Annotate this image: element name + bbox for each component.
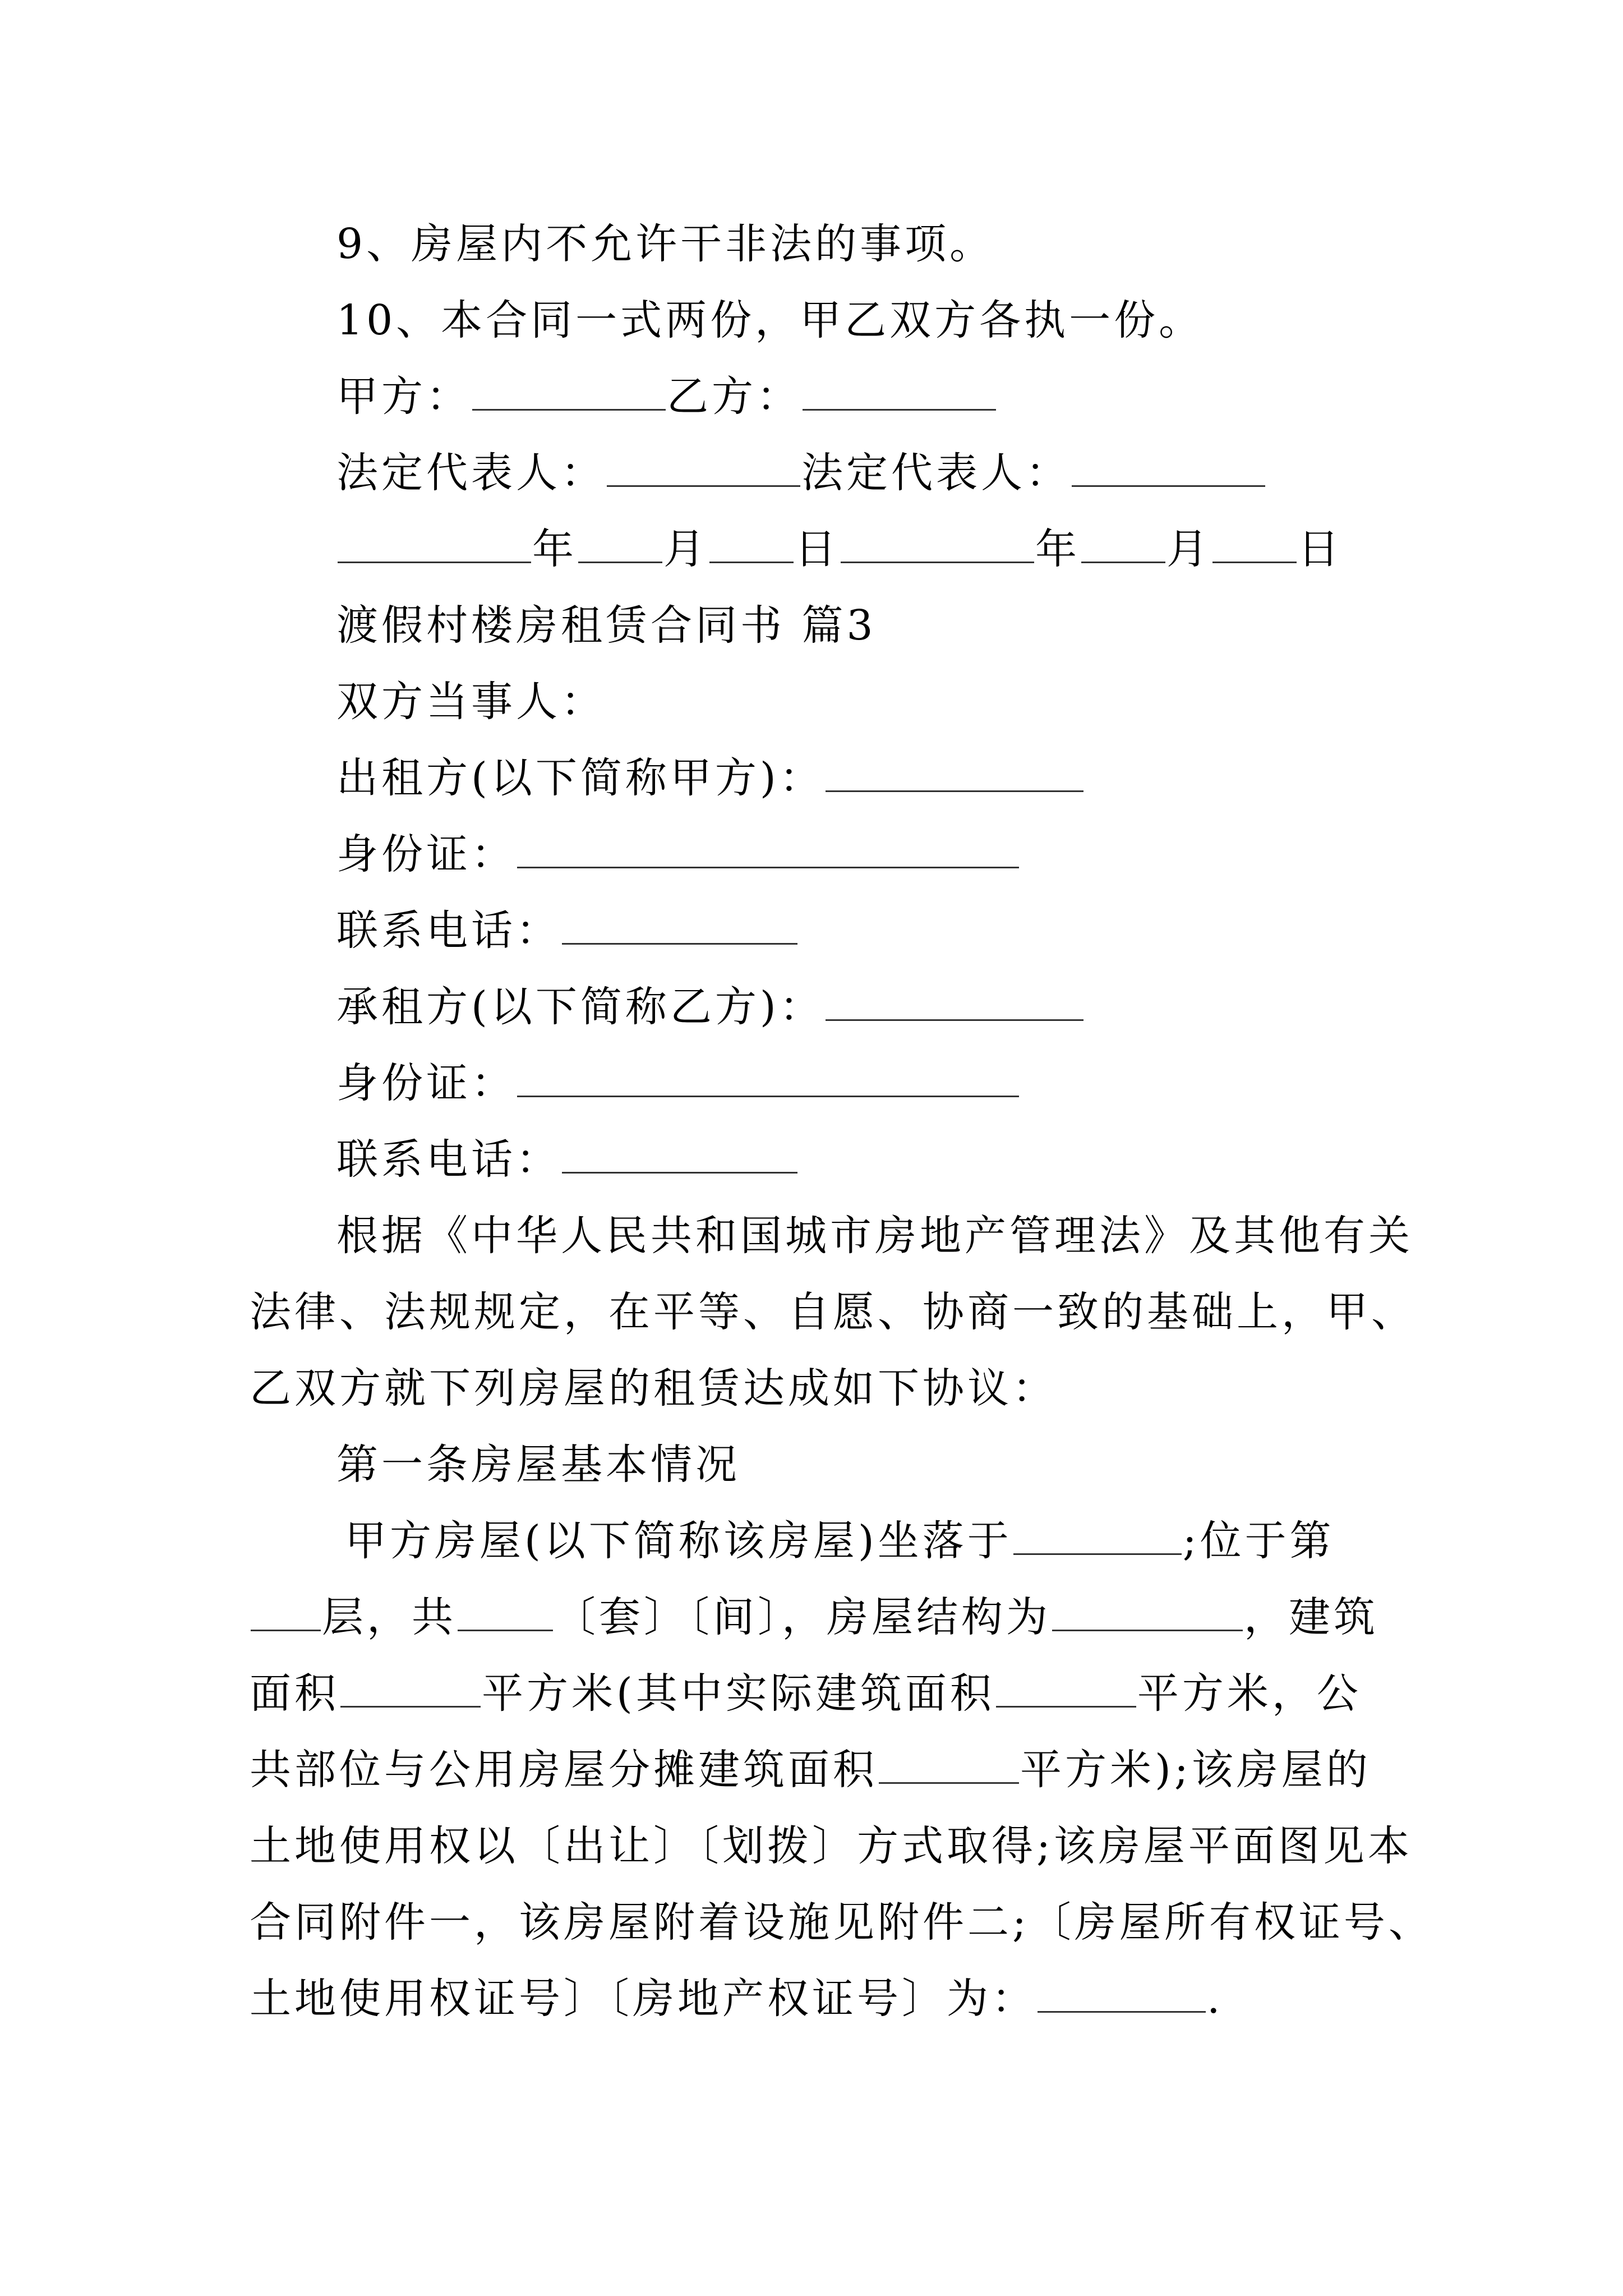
lessor-phone-line — [336, 907, 799, 955]
lessee-id-line — [336, 1059, 1020, 1107]
day-a-blank — [709, 557, 794, 563]
lessor-id-label: 身份证： — [336, 830, 516, 878]
year-b-blank — [841, 557, 1034, 563]
certificate-label: 土地使用权证号〕〔房地产权证号〕为： — [250, 1975, 1036, 2023]
lessor-id-line — [336, 830, 1020, 878]
certificate-end: . — [1207, 1975, 1224, 2023]
structure-label: 〔套〕〔间〕，房屋结构为 — [554, 1593, 1051, 1641]
preamble-line-1: 根据《中华人民共和国城市房地产管理法》及其他有关 — [336, 1212, 1413, 1260]
year-b-label: 年 — [1035, 525, 1080, 573]
area-label: 面积 — [250, 1669, 339, 1718]
lessor-phone-label: 联系电话： — [336, 907, 561, 955]
lessee-id-blank — [517, 1091, 1019, 1097]
section-title: 渡假村楼房租赁合同书 篇3 — [336, 601, 877, 650]
day-b-label: 日 — [1298, 525, 1343, 573]
total-label: 层，共 — [322, 1593, 457, 1641]
lessee-phone-label: 联系电话： — [336, 1135, 561, 1184]
month-b-label: 月 — [1166, 525, 1211, 573]
signature-parties-line — [336, 372, 997, 421]
legal-rep-a-blank — [607, 481, 800, 487]
legal-rep-b-label: 法定代表人： — [801, 449, 1071, 497]
total-blank — [458, 1625, 553, 1631]
party-b-label: 乙方： — [667, 372, 801, 421]
lessor-label: 出租方(以下简称甲方)： — [336, 754, 824, 802]
lessee-label: 承租方(以下简称乙方)： — [336, 983, 824, 1031]
sqm-label: 平方米，公 — [1137, 1669, 1362, 1718]
lessee-blank — [826, 1015, 1083, 1021]
structure-blank — [1052, 1625, 1243, 1631]
clause-10: 10、本合同一式两份，甲乙双方各执一份。 — [336, 296, 1204, 344]
year-a-label: 年 — [532, 525, 577, 573]
preamble-line-3: 乙双方就下列房屋的租赁达成如下协议： — [250, 1364, 1057, 1412]
lessee-phone-blank — [562, 1167, 797, 1174]
month-a-label: 月 — [663, 525, 708, 573]
party-a-label: 甲方： — [336, 372, 471, 421]
lessor-blank — [826, 786, 1083, 792]
floor-label: ;位于第 — [1182, 1517, 1335, 1565]
lessee-line — [336, 983, 1085, 1031]
party-a-blank — [472, 404, 666, 411]
location-blank — [1013, 1549, 1182, 1555]
shared-sqm-label: 平方米);该房屋的 — [1020, 1746, 1371, 1794]
shared-area-blank — [879, 1778, 1019, 1784]
shared-area-label: 共部位与公用房屋分摊建筑面积 — [250, 1746, 878, 1794]
month-a-blank — [578, 557, 662, 563]
article-1-title: 第一条房屋基本情况 — [336, 1441, 740, 1489]
location-label: 甲方房屋(以下简称该房屋)坐落于 — [345, 1517, 1012, 1565]
area-blank — [340, 1701, 481, 1708]
article-1-line-4 — [250, 1746, 1371, 1794]
lessor-id-blank — [517, 862, 1019, 868]
day-b-blank — [1212, 557, 1297, 563]
day-a-label: 日 — [795, 525, 840, 573]
certificate-blank — [1038, 2007, 1206, 2013]
legal-rep-a-label: 法定代表人： — [336, 449, 606, 497]
lessee-phone-line — [336, 1135, 799, 1184]
lessor-line — [336, 754, 1085, 802]
year-a-blank — [338, 557, 531, 563]
parties-heading: 双方当事人： — [336, 678, 606, 726]
floor-blank — [251, 1625, 321, 1631]
article-1-line-7 — [250, 1975, 1224, 2023]
actual-area-label: 平方米(其中实际建筑面积 — [482, 1669, 995, 1718]
clause-9: 9、房屋内不允许干非法的事项。 — [336, 220, 995, 268]
legal-rep-line — [336, 449, 1266, 497]
legal-rep-b-blank — [1072, 481, 1265, 487]
actual-area-blank — [996, 1701, 1136, 1708]
article-1-line-3 — [250, 1669, 1362, 1718]
date-line — [336, 525, 1343, 573]
month-b-blank — [1081, 557, 1165, 563]
building-label: ，建筑 — [1244, 1593, 1378, 1641]
article-1-line-1 — [345, 1517, 1335, 1565]
lessor-phone-blank — [562, 938, 797, 945]
article-1-line-6: 合同附件一，该房屋附着设施见附件二;〔房屋所有权证号、 — [250, 1898, 1433, 1947]
article-1-line-5: 土地使用权以〔出让〕〔划拨〕方式取得;该房屋平面图见本 — [250, 1822, 1413, 1870]
article-1-line-2 — [250, 1593, 1378, 1641]
preamble-line-2: 法律、法规规定，在平等、自愿、协商一致的基础上，甲、 — [250, 1288, 1416, 1336]
party-b-blank — [803, 404, 996, 411]
lessee-id-label: 身份证： — [336, 1059, 516, 1107]
